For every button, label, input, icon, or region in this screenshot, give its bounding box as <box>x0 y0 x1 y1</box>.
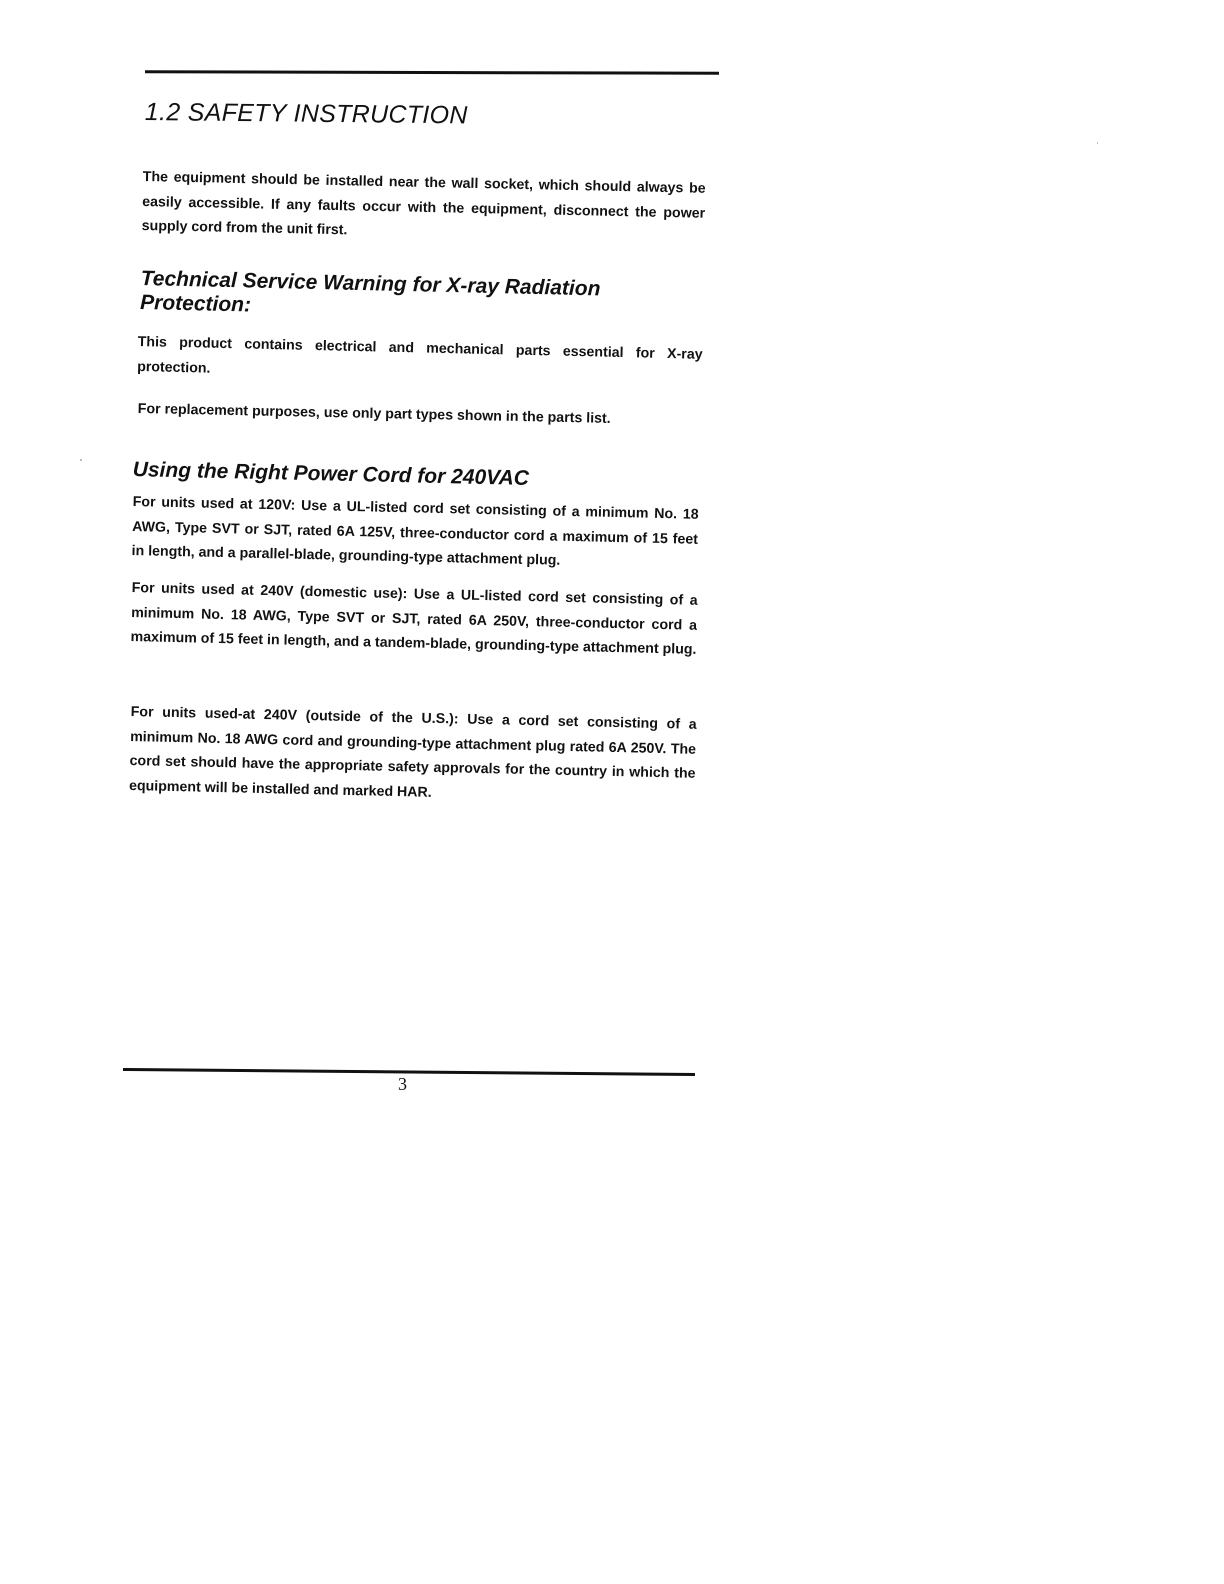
power-cord-heading: Using the Right Power Cord for 240VAC <box>132 458 530 490</box>
xray-paragraph-2: For replacement purposes, use only part types shown in the parts list. <box>137 400 611 427</box>
power-cord-120v-paragraph: For units used at 120V: Use a UL-listed cord set consisting of a minimum No. 18 AWG, Type SVT or SJT, rated 6A 125V, three-conductor cord a maximum of 15 feet in length, and a parallel-blade, grounding-type attachment plug. <box>131 493 699 569</box>
top-rule <box>145 70 719 75</box>
page-number: 3 <box>398 1074 407 1094</box>
scan-speck <box>1097 142 1098 144</box>
power-cord-240v-outside-paragraph: For units used-at 240V (outside of the U.S.): Use a cord set consisting of a minimum No. 18 AWG cord and grounding-type attachment plug rated 6A 250V. The cord set should have the appropriate safety approvals for the country in which the equipment will be installed and marked HAR. <box>128 703 697 801</box>
xray-warning-heading: Technical Service Warning for X-ray Radiation Protection: <box>139 267 601 317</box>
scan-speck <box>80 459 82 461</box>
intro-paragraph: The equipment should be installed near the wall socket, which should always be easily accessible. If any faults occur with the equipment, disconnect the power supply cord from the unit first. <box>141 168 706 239</box>
bottom-rule <box>123 1068 695 1076</box>
power-cord-240v-domestic-paragraph: For units used at 240V (domestic use): Use a UL-listed cord set consisting of a minimum No. 18 AWG, Type SVT or SJT, rated 6A 250V, three-conductor cord a maximum of 15 feet in length, and a tandem-blade, grounding-type attachment plug. <box>130 579 698 658</box>
section-title: 1.2 SAFETY INSTRUCTION <box>144 98 468 130</box>
xray-paragraph-1: This product contains electrical and mechanical parts essential for X-ray protection. <box>136 333 703 377</box>
